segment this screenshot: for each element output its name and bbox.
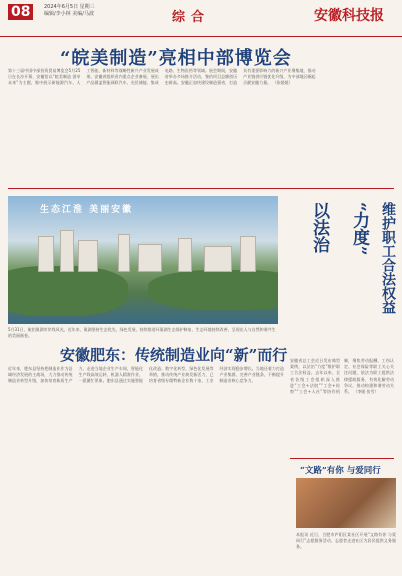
small-caption: 本报讯 近日，合肥市庐阳区某社区开展“文路有你 与爱同行”志愿服务活动，志愿者走进社区为居民提供义务服务。: [296, 532, 396, 550]
page-number: 08: [8, 4, 33, 20]
lake-photo: [8, 196, 278, 324]
top-article-byline: （张媛媛）: [272, 80, 293, 86]
masthead: 安徽科技报: [314, 8, 384, 24]
bottom-headline: 安徽肥东：传统制造业向“新”而行: [60, 346, 288, 364]
small-photo: [296, 478, 396, 528]
date-editor-line: [44, 4, 95, 18]
right-article-byline: （李媛 张雪）: [353, 389, 379, 395]
photo-watermark: 生态江淮 美丽安徽: [40, 205, 134, 215]
top-headline: “皖美制造”亮相中部博览会: [60, 48, 292, 69]
date-line: 2024年6月5日 星期三: [44, 4, 95, 10]
right-article-body: [290, 358, 394, 454]
right-article-text: 安徽省总工会近日发布典型案例，以法治“力度”维护职工合法权益。去年以来，全省各级工会组织深入推进“工会+法院”“工会+检察”“工会+人社”等协作机制，聚焦劳动报酬、工伤认定、社会保险等职工关心关注问题，依法为职工提供法律援助服务，有效化解劳动争议，推动构建和谐劳动关系。: [290, 358, 394, 395]
section-title: 综合: [172, 10, 211, 25]
divider-small: [290, 458, 394, 459]
right-top-strip: [290, 192, 394, 197]
vertical-headline-1: 以法治: [309, 202, 329, 253]
photo-caption: 5月31日，航拍巢湖市岸线风光。近年来，巢湖坚持生态优先、绿色发展，持续推进环巢湖生态保护修复，生态环境持续改善，呈现出人与自然和谐共生的美丽画卷。: [8, 327, 276, 338]
small-headline: “文路”有你 与爱同行: [300, 466, 381, 476]
vertical-headline-2: “力度”: [349, 202, 369, 256]
bottom-article-body: 近年来，肥东县坚持把制造业作为县域经济发展的主战场，大力推动传统制造业转型升级，加快培育新质生产力。走进当地企业生产车间，智能化生产线高效运转，机器人精准作业，一派繁忙景象。肥东县通过实施智能化改造、数字化转型、绿色化发展等举措，推动传统产业焕发新活力，已培育省级专精特新企业数十家，工业经济实现稳步增长。当地还着力打造产业集群，完善产业链条，不断提升制造业核心竞争力。: [8, 366, 284, 384]
vertical-headline-3: 维护职工合法权益: [380, 202, 396, 314]
editor-line: 编辑/李小林 美编/马波: [44, 11, 94, 17]
top-article-body: [8, 68, 394, 180]
divider: [8, 188, 394, 189]
top-article-text: 第十三届中国中部投资贸易博览会5月25日在长沙开幕，安徽馆以“皖美制造 创享未来”为主题，集中展示新能源汽车、人工智能、新材料等战略性新兴产业发展成果。安徽省组织省内重点企业参展，展出产品涵盖智能网联汽车、光伏储能、集成电路、生物医药等领域。展会期间，安徽省举办多场推介活动，签约项目总额创历史新高。安徽正加快建设制造强省，打造具有重要影响力的新兴产业聚集地，推动产业链供应链优化升级，为中部地区崛起贡献安徽力量。: [8, 68, 316, 86]
